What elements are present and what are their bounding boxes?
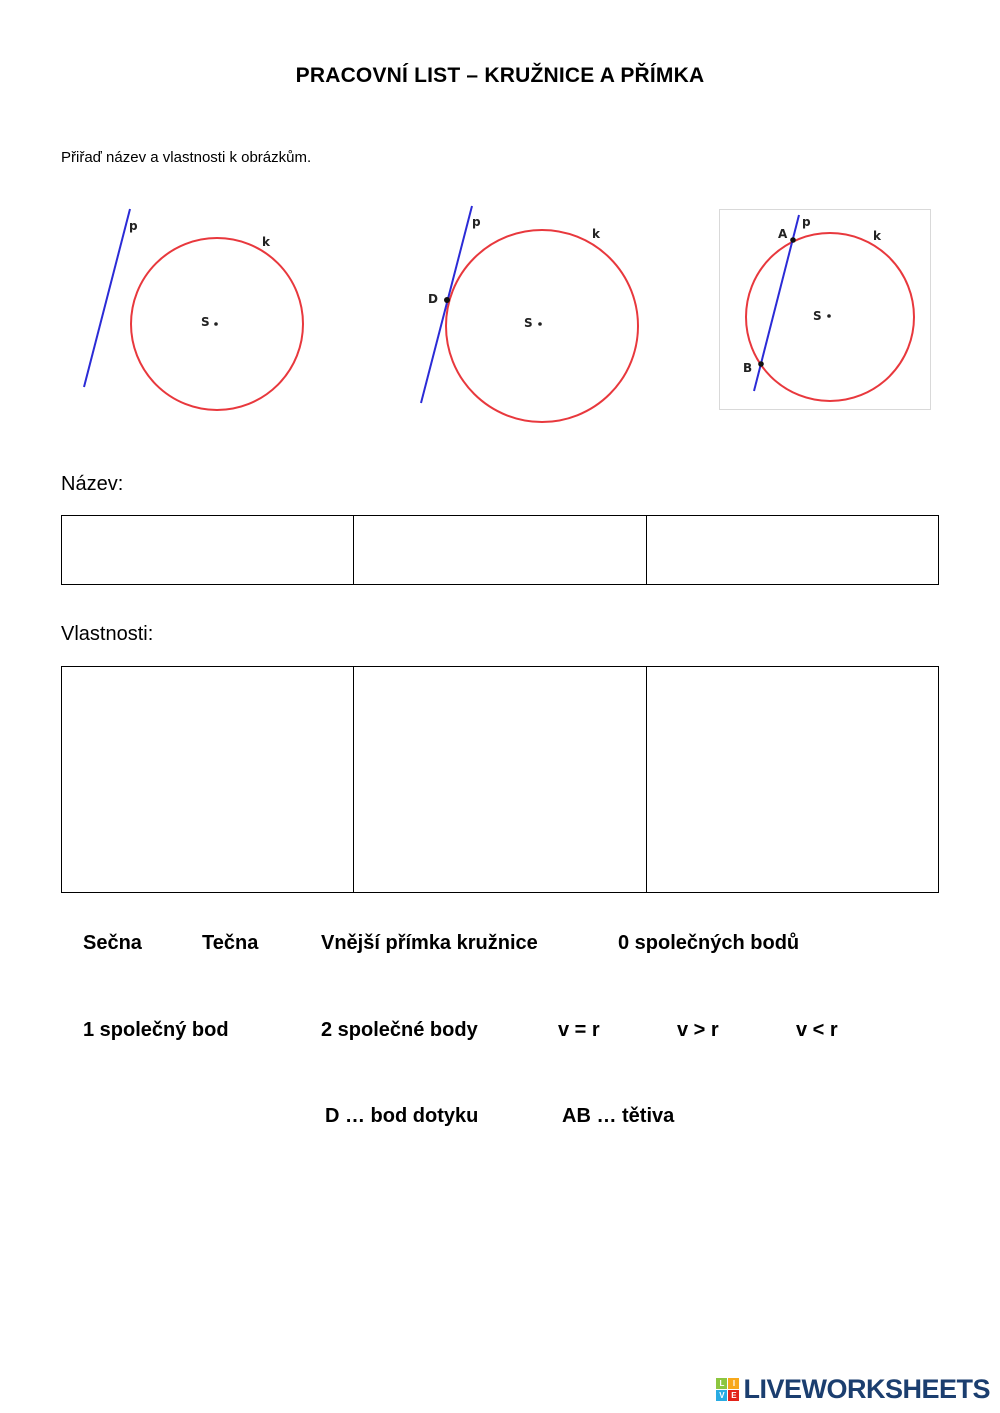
nazev-table [61,515,939,585]
page-title: PRACOVNÍ LIST – KRUŽNICE A PŘÍMKA [295,64,705,87]
word-chip[interactable]: D … bod dotyku [325,1105,479,1127]
brand-name: LIVEWORKSHEETS [743,1374,990,1404]
nazev-answer-cell-1[interactable] [62,516,354,585]
logo-letter: I [728,1378,739,1389]
center-label: S [813,309,822,323]
figure-external-line [70,200,330,420]
figure-secant [719,209,931,410]
word-chip[interactable]: 0 společných bodů [618,932,800,954]
liveworksheets-brand [716,1374,990,1405]
nazev-answer-cell-2[interactable] [354,516,646,585]
vlastnosti-answer-cell-2[interactable] [354,667,646,893]
center-point [827,314,831,318]
center-label: S [524,316,533,330]
vlastnosti-table [61,666,939,893]
circle-label: k [873,229,881,243]
circle-k [446,230,638,422]
nazev-answer-cell-3[interactable] [646,516,938,585]
center-point [538,322,542,326]
word-chip[interactable]: Sečna [83,932,142,954]
point-a-label: A [778,227,788,241]
center-label: S [201,315,210,329]
instruction-text: Přiřaď název a vlastnosti k obrázkům. [61,149,312,166]
vlastnosti-answer-cell-3[interactable] [646,667,938,893]
word-chip[interactable]: 2 společné body [321,1019,478,1041]
line-label: p [472,215,481,229]
logo-letter: L [716,1378,727,1389]
word-chip[interactable]: v > r [677,1019,719,1041]
line-p [84,209,130,387]
circle-label: k [262,235,270,249]
point-a [790,237,796,243]
figure-tangent [400,200,660,430]
word-chip[interactable]: AB … tětiva [562,1105,675,1127]
circle-label: k [592,227,600,241]
point-b [758,361,764,367]
line-label: p [129,219,138,233]
point-d-label: D [428,292,438,306]
word-chip[interactable]: Tečna [202,932,259,954]
line-label: p [802,215,811,229]
vlastnosti-answer-cell-1[interactable] [62,667,354,893]
vlastnosti-label: Vlastnosti: [61,623,154,645]
point-d [444,297,450,303]
center-point [214,322,218,326]
logo-letter: V [716,1390,727,1401]
word-chip[interactable]: Vnější přímka kružnice [321,932,538,954]
logo-letter: E [728,1390,739,1401]
word-chip[interactable]: v < r [796,1019,838,1041]
point-b-label: B [743,361,753,375]
word-chip[interactable]: 1 společný bod [83,1019,229,1041]
liveworksheets-logo-icon [716,1378,739,1401]
word-chip[interactable]: v = r [558,1019,600,1041]
nazev-label: Název: [61,473,124,495]
figure-frame [720,210,931,410]
